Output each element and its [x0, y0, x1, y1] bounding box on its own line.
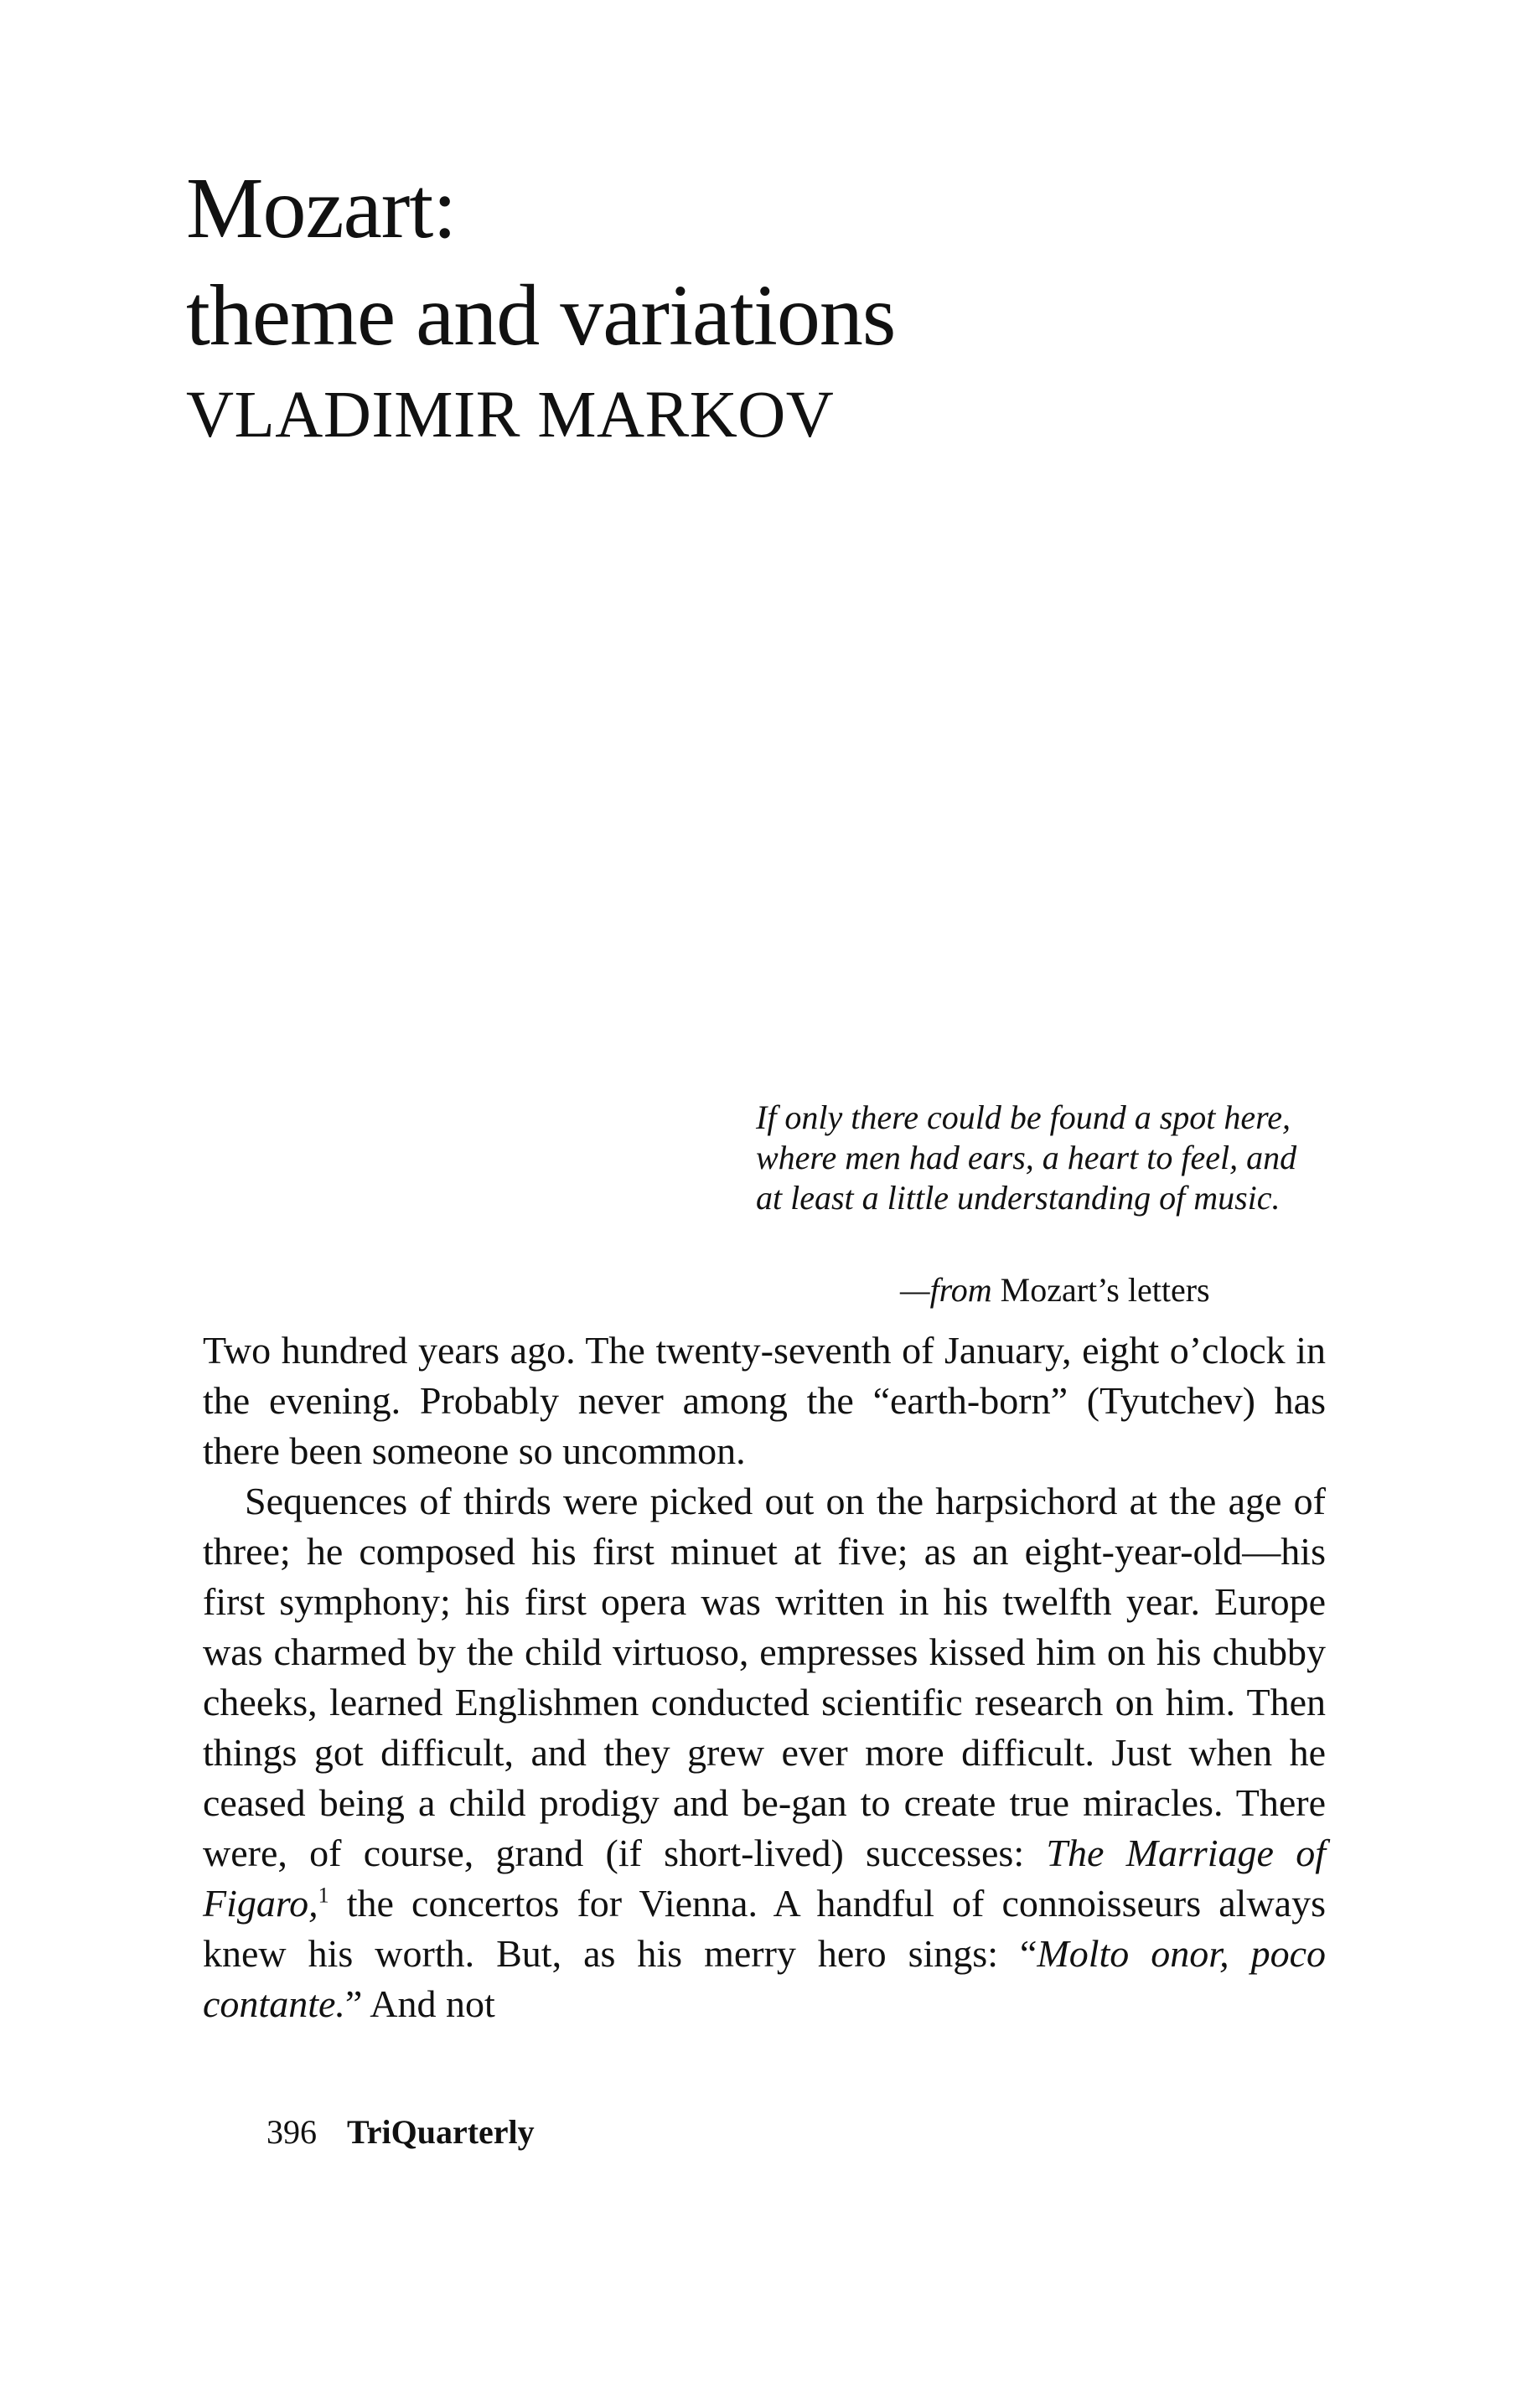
paragraph-2-part-a: Sequences of thirds were picked out on the harpsichord at the age of three; he composed his first minuet at five; as an eight-year-old—his first symphony; his first opera was written in his twelfth year. Europe was charmed by the child virtuoso, empresses kissed him on his chubby cheeks, learned Englishmen conducted scientific research on him. Then things got difficult, and they grew ever more difficult. Just when he ceased being a child prodigy and be-gan to create true miracles. There were, of course, grand (if short-lived) successes: — [203, 1480, 1326, 1874]
paragraph-2-part-c: ” And not — [344, 1982, 495, 2025]
title-block — [186, 155, 895, 462]
body-text — [203, 1325, 1326, 2029]
title-line-1: Mozart: — [186, 160, 457, 256]
epigraph-attribution — [900, 1270, 1210, 1310]
attribution-prefix: —from — [900, 1271, 992, 1309]
footnote-marker: 1 — [318, 1883, 329, 1908]
title-line-2: theme and variations — [186, 267, 896, 364]
figaro-title: The Marriage of Figaro, — [203, 1832, 1326, 1925]
epigraph-quote: If only there could be found a spot here, where men had ears, a heart to feel, and at least a little understanding of music. — [756, 1098, 1297, 1217]
attribution-source: Mozart’s letters — [1000, 1271, 1210, 1309]
epigraph — [756, 1098, 1326, 1309]
paragraph-1: Two hundred years ago. The twenty-seventh of January, eight o’clock in the evening. Probably never among the “earth-born” (Tyutchev) has there been someone so uncommon. — [203, 1329, 1326, 1472]
page-number: 396 — [266, 2113, 317, 2151]
italian-quote: Molto onor, poco contante. — [203, 1932, 1326, 2025]
paragraph-2-part-b: the concertos for Vienna. A handful of connoisseurs always knew his worth. But, as his merry hero sings: “ — [203, 1882, 1326, 1975]
paragraph-2 — [203, 1476, 1326, 2029]
page-footer — [266, 2111, 535, 2153]
journal-name: TriQuarterly — [347, 2113, 535, 2151]
author-name: VLADIMIR MARKOV — [186, 379, 835, 452]
